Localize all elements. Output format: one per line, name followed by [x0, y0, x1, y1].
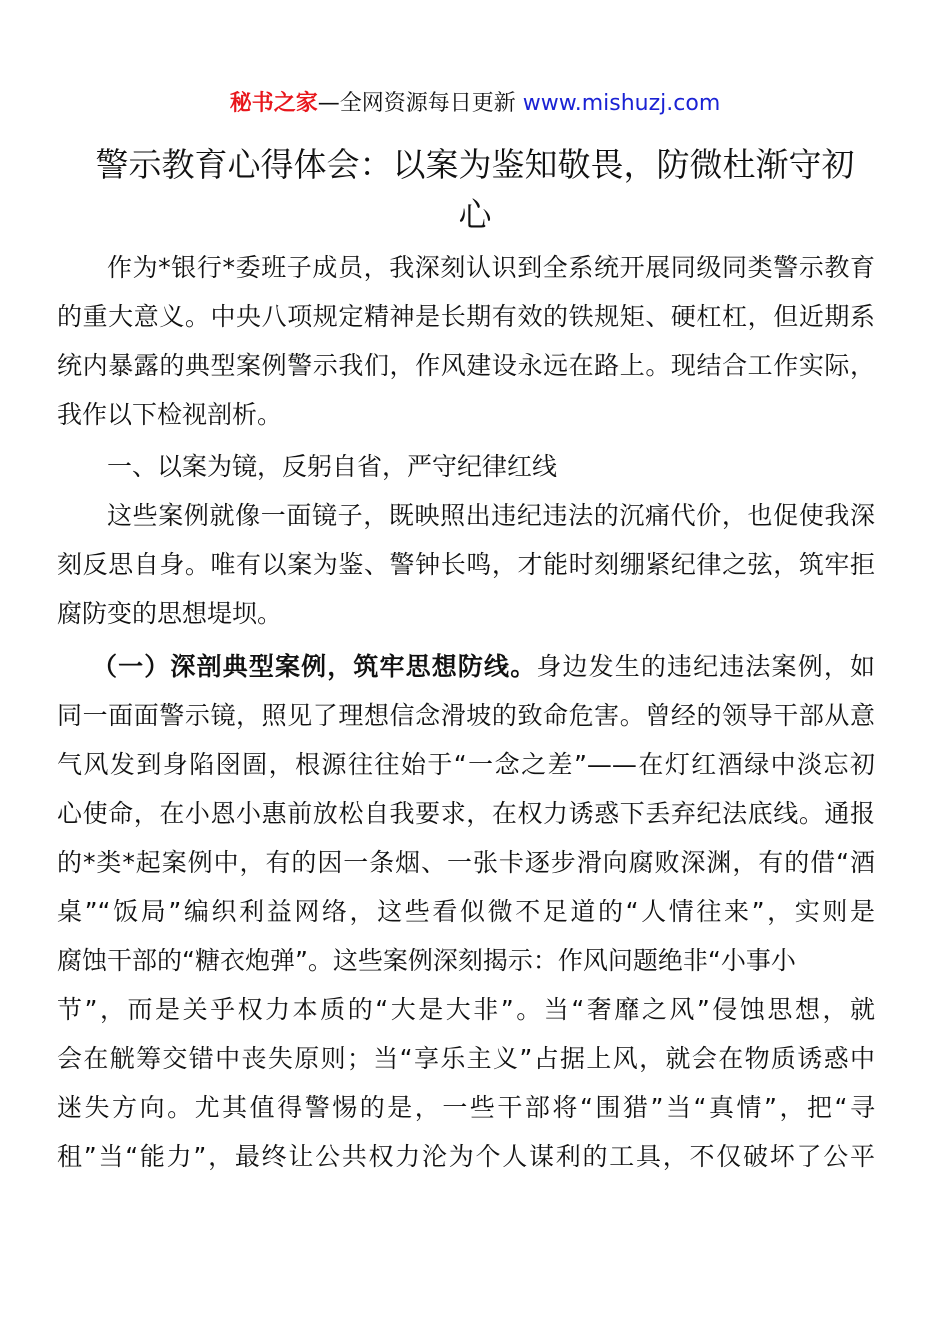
document-title-line-1: 警示教育心得体会：以案为鉴知敬畏，防微杜渐守初 — [95, 145, 855, 184]
paragraph-3-line: 同一面面警示镜，照见了理想信念滑坡的致命危害。曾经的领导干部从意 — [57, 701, 875, 730]
paragraph-3-line: 迷失方向。尤其值得警惕的是，一些干部将“围猎”当“真情”，把“寻 — [57, 1093, 875, 1122]
paragraph-3-line: 腐蚀干部的“糖衣炮弹”。这些案例深刻揭示：作风问题绝非“小事小 — [57, 946, 796, 975]
paragraph-2-line: 刻反思自身。唯有以案为鉴、警钟长鸣，才能时刻绷紧纪律之弦，筑牢拒 — [57, 550, 875, 579]
paragraph-3-line: 气风发到身陷囹圄，根源往往始于“一念之差”——在灯红酒绿中淡忘初 — [57, 750, 875, 779]
subsection-heading-1: （一）深剖典型案例，筑牢思想防线。 — [92, 652, 537, 681]
paragraph-1-line: 的重大意义。中央八项规定精神是长期有效的铁规矩、硬杠杠，但近期系 — [57, 302, 875, 331]
header-slogan: —全网资源每日更新 — [317, 91, 516, 116]
paragraph-3-first-line-text: 身边发生的违纪违法案例，如 — [536, 652, 875, 681]
paragraph-3-first-line — [92, 652, 875, 682]
paragraph-3-line: 租”当“能力”，最终让公共权力沦为个人谋利的工具，不仅破坏了公平 — [57, 1142, 875, 1171]
paragraph-3-line: 会在觥筹交错中丧失原则；当“享乐主义”占据上风，就会在物质诱惑中 — [57, 1044, 875, 1073]
paragraph-1-line: 作为*银行*委班子成员，我深刻认识到全系统开展同级同类警示教育 — [107, 253, 875, 282]
paragraph-1-line: 我作以下检视剖析。 — [57, 400, 283, 429]
paragraph-2-line: 腐防变的思想堤坝。 — [57, 599, 283, 628]
paragraph-3-line: 桌”“饭局”编织利益网络，这些看似微不足道的“人情往来”，实则是 — [57, 897, 875, 926]
document-title-line-2: 心 — [458, 195, 492, 234]
site-url-link[interactable]: www.mishuzj.com — [515, 91, 721, 116]
site-header — [0, 88, 950, 120]
brand-name: 秘书之家 — [229, 91, 318, 116]
paragraph-3-line: 心使命，在小恩小惠前放松自我要求，在权力诱惑下丢弃纪法底线。通报 — [57, 799, 875, 828]
section-heading-1: 一、以案为镜，反躬自省，严守纪律红线 — [107, 452, 558, 481]
paragraph-2-line: 这些案例就像一面镜子，既映照出违纪违法的沉痛代价，也促使我深 — [107, 501, 875, 530]
paragraph-3-line: 的*类*起案例中，有的因一条烟、一张卡逐步滑向腐败深渊，有的借“酒 — [57, 848, 875, 877]
paragraph-1-line: 统内暴露的典型案例警示我们，作风建设永远在路上。现结合工作实际， — [57, 351, 875, 380]
paragraph-3-line: 节”，而是关乎权力本质的“大是大非”。当“奢靡之风”侵蚀思想，就 — [57, 995, 875, 1024]
